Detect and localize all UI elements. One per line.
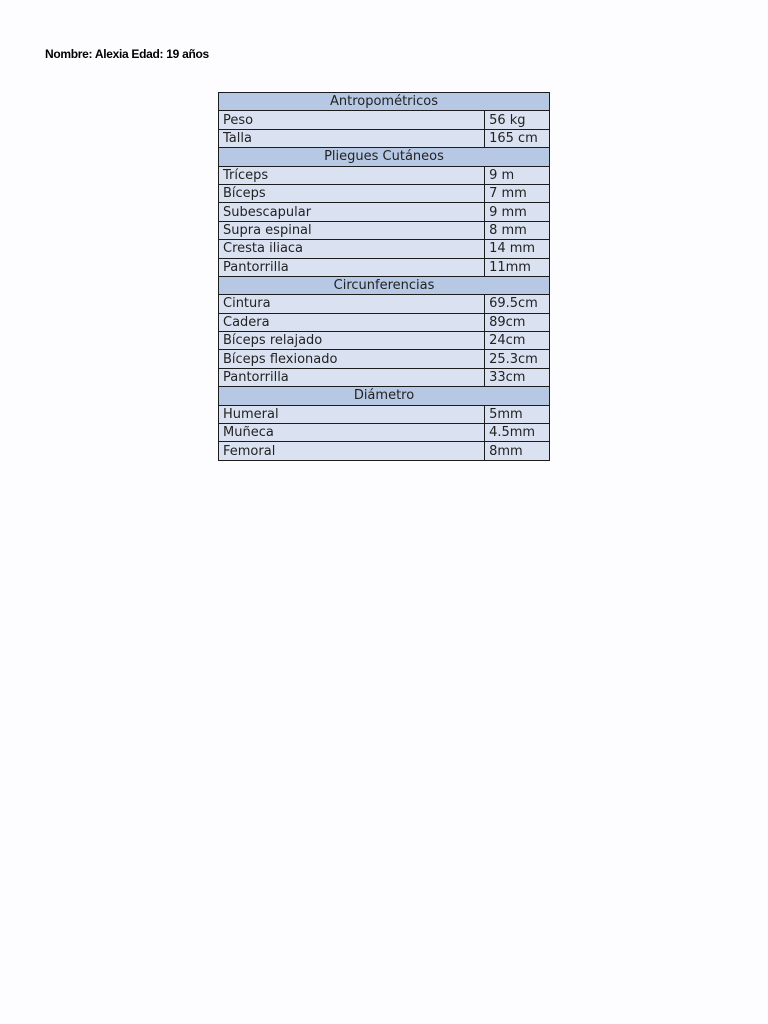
measurement-label: Pantorrilla (219, 258, 485, 276)
table-row (219, 129, 550, 147)
measurement-label: Femoral (219, 442, 485, 460)
measurement-label: Cadera (219, 313, 485, 331)
table-row (219, 313, 550, 331)
measurement-value: 8mm (485, 442, 550, 460)
section-title: Diámetro (219, 387, 550, 405)
section-header-row (219, 276, 550, 294)
measurement-value: 7 mm (485, 184, 550, 202)
measurement-value: 9 mm (485, 203, 550, 221)
measurement-label: Bíceps (219, 184, 485, 202)
table-row (219, 203, 550, 221)
measurement-value: 24cm (485, 332, 550, 350)
section-header-row (219, 148, 550, 166)
measurement-value: 69.5cm (485, 295, 550, 313)
measurement-value: 11mm (485, 258, 550, 276)
measurement-label: Pantorrilla (219, 368, 485, 386)
measurement-value: 56 kg (485, 111, 550, 129)
table-row (219, 240, 550, 258)
table-row (219, 350, 550, 368)
measurement-label: Talla (219, 129, 485, 147)
measurement-value: 33cm (485, 368, 550, 386)
patient-info: Nombre: Alexia Edad: 19 años (45, 47, 209, 61)
table-row (219, 405, 550, 423)
measurement-value: 25.3cm (485, 350, 550, 368)
table-row (219, 368, 550, 386)
measurement-label: Bíceps relajado (219, 332, 485, 350)
table-row (219, 184, 550, 202)
section-title: Pliegues Cutáneos (219, 148, 550, 166)
measurement-label: Peso (219, 111, 485, 129)
measurement-label: Cresta iliaca (219, 240, 485, 258)
table-row (219, 295, 550, 313)
anthropometric-table (218, 92, 550, 461)
table-row (219, 424, 550, 442)
section-title: Circunferencias (219, 276, 550, 294)
section-header-row (219, 387, 550, 405)
table-row (219, 332, 550, 350)
table-row (219, 258, 550, 276)
measurement-label: Subescapular (219, 203, 485, 221)
table-row (219, 442, 550, 460)
measurement-label: Tríceps (219, 166, 485, 184)
measurement-value: 8 mm (485, 221, 550, 239)
measurement-value: 9 m (485, 166, 550, 184)
measurement-value: 4.5mm (485, 424, 550, 442)
section-title: Antropométricos (219, 93, 550, 111)
table-row (219, 166, 550, 184)
measurement-value: 5mm (485, 405, 550, 423)
measurement-label: Muñeca (219, 424, 485, 442)
section-header-row (219, 93, 550, 111)
table-row (219, 221, 550, 239)
measurement-value: 14 mm (485, 240, 550, 258)
measurement-value: 89cm (485, 313, 550, 331)
measurement-label: Supra espinal (219, 221, 485, 239)
measurement-value: 165 cm (485, 129, 550, 147)
measurement-label: Bíceps flexionado (219, 350, 485, 368)
measurement-label: Humeral (219, 405, 485, 423)
table-row (219, 111, 550, 129)
measurement-label: Cintura (219, 295, 485, 313)
